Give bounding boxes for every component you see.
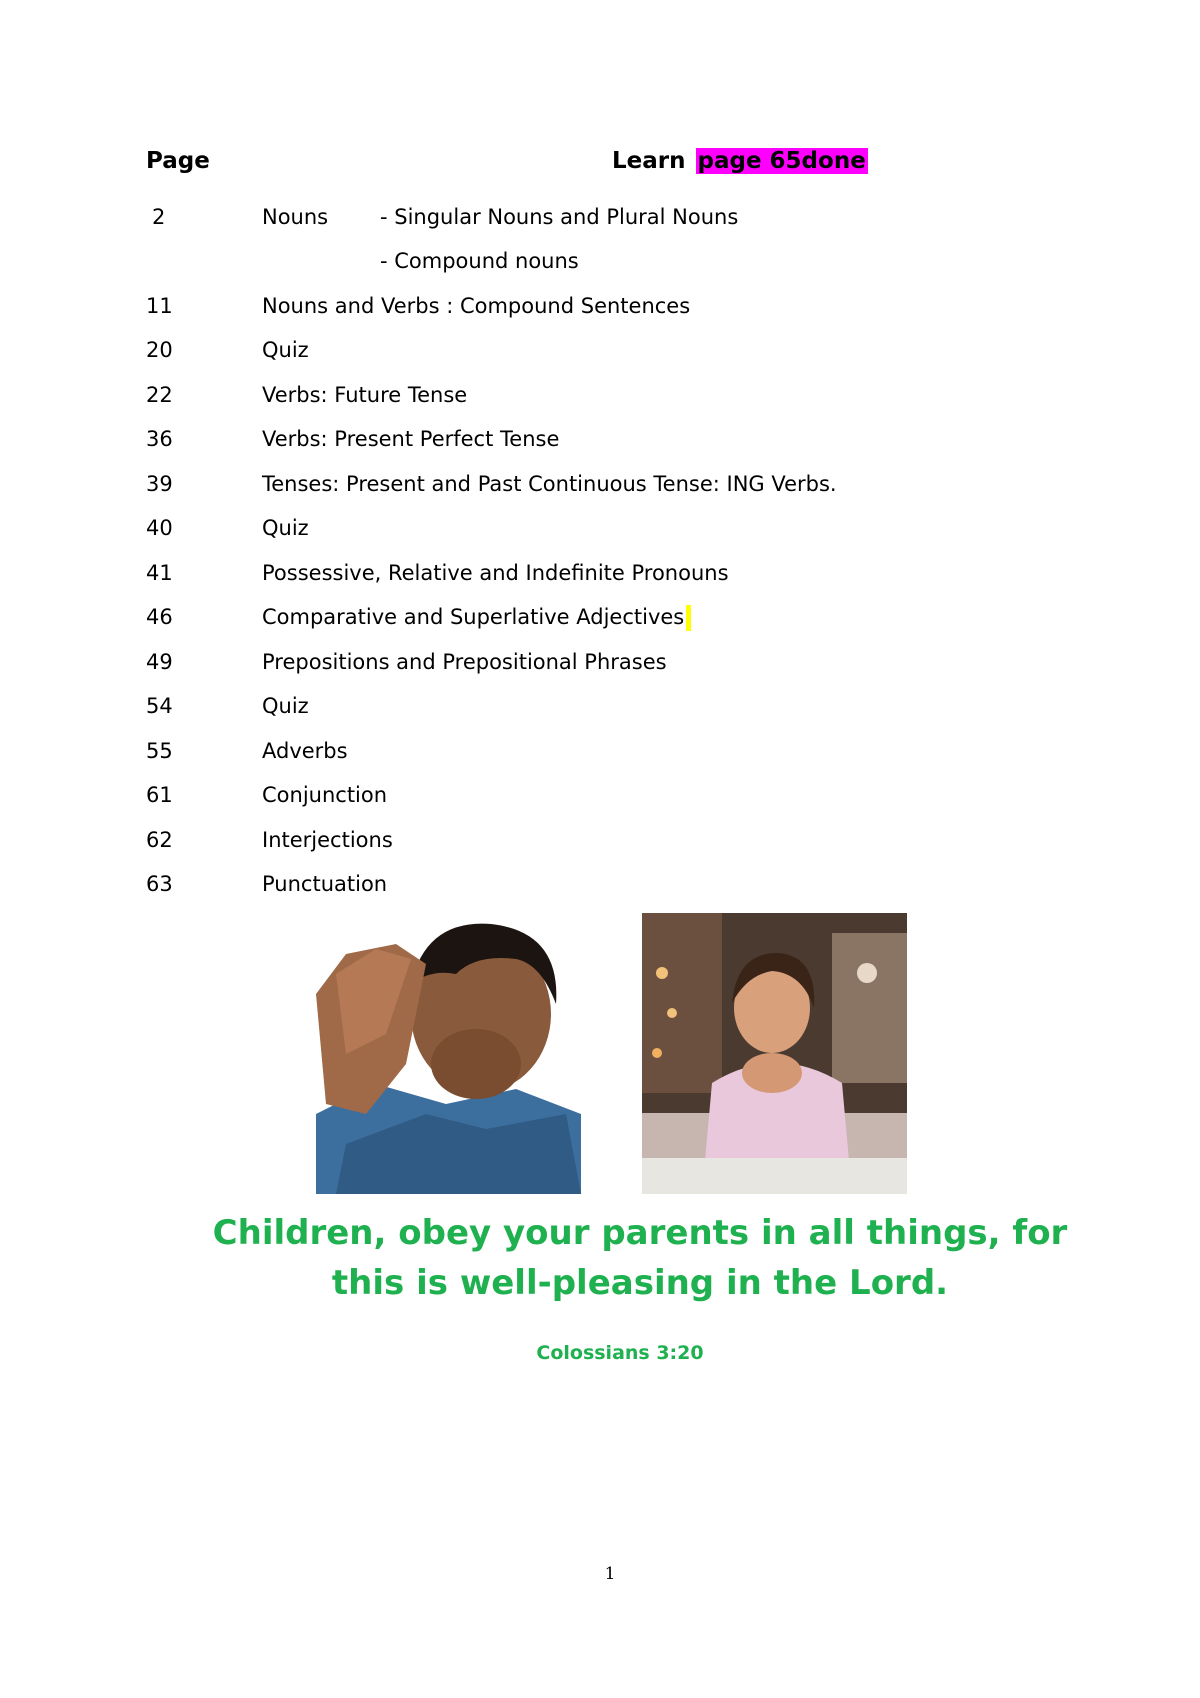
learn-column-header	[612, 148, 868, 174]
toc-topic: Conjunction	[262, 783, 388, 807]
toc-subtopic: - Singular Nouns and Plural Nouns	[380, 205, 739, 229]
toc-topic: Interjections	[262, 828, 393, 852]
toc-page-number: 54	[146, 694, 173, 718]
page-column-header: Page	[146, 148, 210, 174]
toc-page-number: 55	[146, 739, 173, 763]
text-cursor-highlight	[686, 605, 691, 631]
toc-page-number: 11	[146, 294, 173, 318]
girl-praying-photo	[642, 913, 907, 1194]
toc-page-number: 63	[146, 872, 173, 896]
bible-verse	[200, 1208, 1080, 1308]
toc-topic: Nouns and Verbs : Compound Sentences	[262, 294, 691, 318]
toc-topic: Adverbs	[262, 739, 348, 763]
toc-page-number: 2	[152, 205, 166, 229]
toc-subtopic: - Compound nouns	[380, 249, 579, 273]
toc-topic-text: Comparative and Superlative Adjectives	[262, 605, 685, 629]
toc-topic: Possessive, Relative and Indefinite Pronouns	[262, 561, 729, 585]
toc-page-number: 62	[146, 828, 173, 852]
toc-page-number: 40	[146, 516, 173, 540]
toc-page-number: 61	[146, 783, 173, 807]
toc-page-number: 20	[146, 338, 173, 362]
learn-label: Learn	[612, 148, 686, 174]
toc-topic: Verbs: Future Tense	[262, 383, 468, 407]
toc-topic: Prepositions and Prepositional Phrases	[262, 650, 667, 674]
toc-topic: Quiz	[262, 338, 309, 362]
toc-page-number: 41	[146, 561, 173, 585]
toc-topic: Tenses: Present and Past Continuous Tense: ING Verbs.	[262, 472, 837, 496]
toc-page-number: 22	[146, 383, 173, 407]
page-number: 1	[604, 1564, 616, 1584]
toc-topic: Punctuation	[262, 872, 388, 896]
toc-page-number: 36	[146, 427, 173, 451]
toc-page-number: 39	[146, 472, 173, 496]
toc-page-number: 46	[146, 605, 173, 629]
toc-topic: Verbs: Present Perfect Tense	[262, 427, 560, 451]
verse-reference: Colossians 3:20	[536, 1342, 704, 1364]
toc-topic: Quiz	[262, 694, 309, 718]
boy-praying-photo	[316, 914, 581, 1194]
toc-topic: Nouns	[262, 205, 329, 229]
progress-note-highlight: page 65done	[697, 148, 866, 174]
verse-line-1: Children, obey your parents in all things, for	[212, 1213, 1068, 1253]
toc-topic	[262, 605, 691, 631]
toc-topic: Quiz	[262, 516, 309, 540]
toc-page-number: 49	[146, 650, 173, 674]
verse-line-2: this is well-pleasing in the Lord.	[331, 1263, 949, 1303]
